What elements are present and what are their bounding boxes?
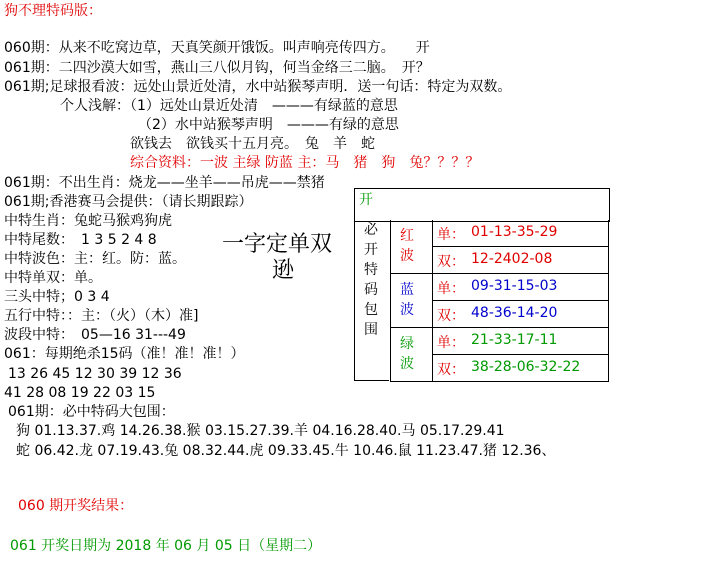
line-five-elements: 五行中特：：主：（火）（木）准] — [4, 308, 199, 324]
line-061-riddle: 061期：二四沙漠大如雪，燕山三八似月钩，何当金络三二脑。 开？ — [4, 60, 430, 76]
wave-row — [432, 220, 609, 247]
wave-row-numbers: 48-36-14-20 — [471, 305, 558, 321]
line-personal-explain-1: 个人浅解：（1）远处山景近处清 ———有绿蓝的意思 — [60, 98, 398, 114]
line-kill-numbers-1: 13 26 45 12 30 39 12 36 — [8, 366, 182, 382]
line-three-heads: 三头中特；0 3 4 — [4, 289, 110, 305]
line-061-date: 061 开奖日期为 2018 年 06 月 05 日（星期二） — [10, 538, 322, 554]
wave-row-numbers: 01-13-35-29 — [471, 224, 558, 240]
line-not-zodiac: 061期：不出生肖：烧龙——坐羊——吊虎——禁猪 — [4, 175, 325, 191]
headline-second: 逊 — [272, 258, 295, 283]
wave-row-label: 双： — [437, 254, 465, 270]
line-hk-jockey: 061期;香港赛马会提供：（请长期跟踪） — [4, 194, 253, 210]
wave-row — [432, 274, 609, 301]
line-kill-numbers-2: 41 28 08 19 22 03 15 — [4, 385, 156, 401]
line-wave-segment: 波段中特： 05—16 31---49 — [4, 327, 186, 343]
line-money-moon: 欲钱去 欲钱买十五月亮。 兔 羊 蛇 — [130, 136, 375, 152]
wave-group-name — [390, 220, 432, 274]
page-title: 狗不理特码版： — [4, 3, 102, 19]
wave-row-numbers: 12-2402-08 — [471, 251, 553, 267]
wave-group-name — [390, 274, 432, 328]
line-personal-explain-2: （2）水中站猴琴声明 ———有绿的意思 — [138, 117, 399, 133]
wave-row-numbers: 21-33-17-11 — [471, 332, 558, 348]
line-surround-2: 蛇 06.42.龙 07.19.43.兔 08.32.44.虎 09.33.45.牛 10.46.鼠 11.23.47.猪 12.36、 — [16, 443, 556, 459]
line-zodiac: 中特生肖：兔蛇马猴鸡狗虎 — [4, 213, 172, 229]
wave-group-label: 绿波 — [400, 336, 414, 372]
wave-row-label: 双： — [437, 362, 465, 378]
wave-row-numbers: 38-28-06-32-22 — [471, 359, 581, 375]
wave-group-label: 蓝波 — [400, 282, 414, 318]
headline-odd-even: 一字定单双 — [222, 232, 333, 257]
line-summary: 综合资料：一波 主绿 防蓝 主：马 猪 狗 兔？？？？ — [130, 155, 480, 171]
wave-group-name — [390, 328, 432, 382]
wave-row — [432, 328, 609, 355]
wave-row — [432, 301, 609, 328]
wave-group-label: 红波 — [400, 228, 414, 264]
line-060-riddle: 060期：从来不吃窝边草，天真笑颜开饿饭。叫声响亮传四方。 开 — [4, 40, 430, 56]
line-061-football: 061期;足球报看波：远处山景近处清，水中站猴琴声明．送一句话：特定为双数。 — [4, 79, 512, 95]
wave-row-label: 单： — [437, 227, 465, 243]
wave-row-label: 单： — [437, 281, 465, 297]
wave-row — [432, 355, 609, 382]
wave-row-numbers: 09-31-15-03 — [471, 278, 558, 294]
open-box — [354, 188, 610, 222]
wave-row-label: 单： — [437, 335, 465, 351]
wave-row — [432, 247, 609, 274]
line-kill-15: 061：每期绝杀15码（准！准！准！） — [4, 346, 245, 362]
line-surround-1: 狗 01.13.37.鸡 14.26.38.猴 03.15.27.39.羊 04.16.28.40.马 05.17.29.41 — [16, 423, 505, 439]
vertical-label-box — [354, 220, 389, 381]
open-label: 开 — [359, 192, 373, 208]
line-wave-color: 中特波色：主：红。防：蓝。 — [4, 251, 186, 267]
line-must-surround: 061期：必中特码大包围： — [8, 404, 175, 420]
line-060-result: 060 期开奖结果： — [18, 498, 134, 514]
line-odd-even: 中特单双：单。 — [4, 270, 102, 286]
wave-row-label: 双： — [437, 308, 465, 324]
vertical-label: 必开特码包围 — [364, 222, 378, 338]
line-tail-numbers: 中特尾数： 1 3 5 2 4 8 — [4, 232, 157, 248]
